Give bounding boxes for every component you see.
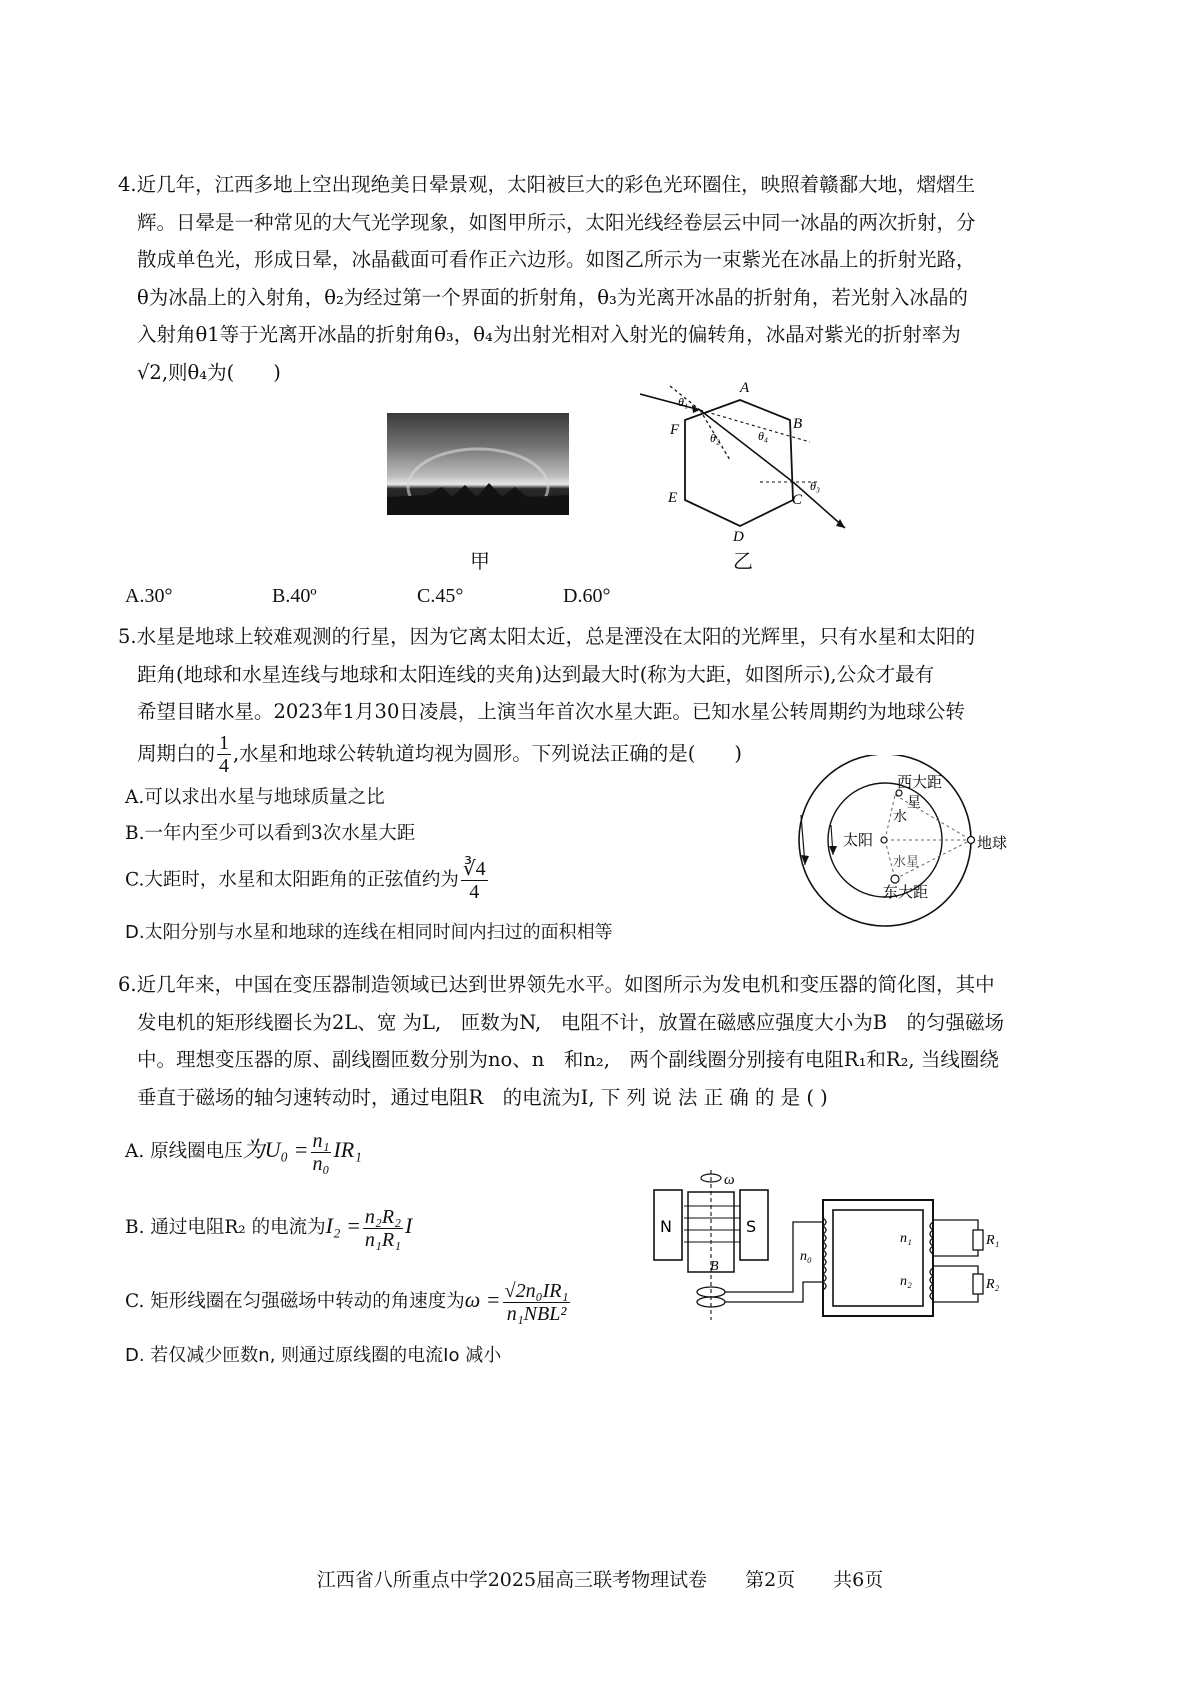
fraction-numerator: n₁: [312, 1129, 330, 1152]
transformer-core-inner: [833, 1210, 923, 1306]
q5-line-4: [137, 732, 742, 777]
q5-line-1: 5.水星是地球上较难观测的行星，因为它离太阳太近，总是湮没在太阳的光辉里，只有水星和太阳的: [118, 625, 976, 648]
q6-line-1: 6.近几年来，中国在变压器制造领域已达到世界领先水平。如图所示为发电机和变压器的简化图，其中: [118, 973, 995, 996]
label-theta4: θ₄: [758, 429, 769, 443]
q6-option-b[interactable]: [125, 1198, 412, 1256]
q4-line-2: 辉。日晕是一种常见的大气光学现象，如图甲所示，太阳光线经卷层云中同一冰晶的两次折射，分: [137, 211, 976, 234]
q4-option-a[interactable]: A.30°: [125, 585, 173, 607]
q6-option-b-tail: I: [405, 1213, 413, 1238]
label-theta3: θ₃: [810, 479, 821, 493]
fraction-numerator: √2n₀IR₁: [504, 1279, 569, 1302]
q6-option-c-text: C. 矩形线圈在匀强磁场中转动的角速度为: [125, 1291, 465, 1312]
q6-option-a-tail: IR₁: [333, 1137, 362, 1162]
label-theta2: θ₂: [710, 431, 721, 445]
q4-line-5: 入射角θ1等于光离开冰晶的折射角θ₃，θ₄为出射光相对入射光的偏转角，冰晶对紫光的折射率为: [137, 323, 961, 346]
label-earth: 地球: [977, 834, 1008, 852]
generator-transformer-diagram: [648, 1170, 1013, 1320]
label-mercury-top-2: 星: [907, 795, 921, 811]
fraction-cube-root-four: [461, 858, 488, 903]
wire-r1-top: [933, 1220, 978, 1230]
q6-option-c-fraction: [503, 1280, 571, 1325]
q6-option-a-lhs: 为U₀ =: [242, 1137, 309, 1162]
q5-line-4-post: ,水星和地球公转轨道均视为圆形。下列说法正确的是( ): [233, 742, 742, 765]
q4-line-6: √2,则θ₄为( ): [137, 361, 281, 384]
resistor-r2: [973, 1274, 983, 1294]
label-mercury-bottom: 水星: [893, 855, 920, 870]
label-E: E: [668, 490, 678, 506]
sun-marker: [881, 837, 887, 843]
q5-option-c[interactable]: [125, 858, 490, 903]
q6-option-b-text: B. 通过电阻R₂ 的电流为: [125, 1217, 326, 1238]
label-sun: 太阳: [843, 831, 874, 849]
transformer-core-outer: [823, 1200, 933, 1316]
label-B: B: [793, 416, 803, 432]
q5-line-3: 希望目睹水星。2023年1月30日凌晨，上演当年首次水星大距。已知水星公转周期约为地球公转: [137, 700, 965, 723]
resistor-r1: [973, 1230, 983, 1250]
fraction-denominator: 4: [219, 755, 230, 777]
label-B: B: [710, 1259, 719, 1274]
fraction-numerator: ∛4: [462, 858, 486, 880]
q5-option-a[interactable]: A.可以求出水星与地球质量之比: [125, 787, 385, 808]
label-N: N: [660, 1217, 672, 1236]
mountain-silhouette: [387, 413, 569, 515]
incident-ray: [640, 394, 700, 410]
fig-jia-caption: 甲: [470, 549, 490, 573]
earth-marker: [968, 837, 975, 844]
q4-option-d[interactable]: D.60°: [563, 585, 611, 607]
fig-yi-caption: 乙: [733, 549, 753, 573]
label-R2: R₂: [986, 1277, 1000, 1292]
q6-option-c[interactable]: [125, 1270, 572, 1332]
label-theta1: θ₁: [678, 395, 689, 409]
q6-line-4: 垂直于磁场的轴匀速转动时，通过电阻R 的电流为I, 下 列 说 法 正 确 的 是 ( ): [137, 1086, 828, 1109]
fraction-one-quarter: [217, 732, 231, 777]
q4-line-4: θ为冰晶上的入射角，θ₂为经过第一个界面的折射角，θ₃为光离开冰晶的折射角，若光射入冰晶的: [137, 286, 968, 309]
fraction-denominator: n₁R₁: [364, 1228, 402, 1251]
q4-option-c[interactable]: C.45°: [417, 585, 464, 607]
label-n2: n₂: [900, 1274, 912, 1289]
q6-line-2: 发电机的矩形线圈长为2L、宽 为L, 匝数为N, 电阻不计，放置在磁感应强度大小为B 的匀强磁场: [137, 1011, 1005, 1034]
wire-r2-top: [933, 1266, 978, 1274]
q5-option-c-text: C.大距时，水星和太阳距角的正弦值约为: [125, 869, 459, 891]
label-S: S: [746, 1217, 757, 1236]
q4-line-3: 散成单色光，形成日晕，冰晶截面可看作正六边形。如图乙所示为一束紫光在冰晶上的折射光路，: [137, 248, 976, 271]
q6-option-a[interactable]: [125, 1122, 362, 1180]
wire-r2-bottom: [933, 1294, 978, 1302]
mercury-east-marker: [891, 875, 899, 883]
q5-line-2: 距角(地球和水星连线与地球和太阳连线的夹角)达到最大时(称为大距，如图所示),公众才最有: [137, 663, 935, 686]
fraction-denominator: n₁NBL²: [506, 1302, 567, 1325]
fraction-numerator: 1: [219, 732, 230, 754]
label-omega: ω: [724, 1172, 735, 1188]
hexagon-crystal: [685, 400, 793, 526]
q6-option-b-fraction: [363, 1206, 403, 1251]
label-R1: R₁: [986, 1233, 1000, 1248]
q6-option-a-fraction: [311, 1130, 332, 1175]
label-west-elongation: 西大距: [897, 773, 943, 791]
label-D: D: [733, 529, 744, 545]
q5-line-4-pre: 周期白的: [137, 742, 216, 765]
q6-option-c-lhs: ω =: [464, 1287, 501, 1312]
label-east-elongation: 东大距: [883, 883, 929, 901]
label-A: A: [740, 380, 750, 396]
fraction-numerator: n₂R₂: [364, 1205, 402, 1228]
q6-option-a-text: A. 原线圈电压: [125, 1141, 243, 1162]
label-F: F: [670, 422, 680, 438]
label-n1: n₁: [900, 1231, 912, 1246]
q6-option-b-lhs: I₂ =: [325, 1213, 361, 1238]
orbit-diagram: [785, 755, 1040, 930]
hexagon-refraction-diagram: [640, 378, 860, 548]
q4-option-b[interactable]: B.40º: [272, 585, 317, 607]
label-n0: n₀: [800, 1249, 812, 1264]
fraction-denominator: n₀: [312, 1152, 330, 1175]
internal-ray: [700, 410, 793, 482]
page-footer: 江西省八所重点中学2025届高三联考物理试卷 第2页 共6页: [316, 1569, 884, 1591]
q5-option-d[interactable]: D.太阳分别与水星和地球的连线在相同时间内扫过的面积相等: [125, 922, 613, 943]
label-C: C: [792, 492, 803, 508]
q4-line-1: 4.近几年，江西多地上空出现绝美日晕景观，太阳被巨大的彩色光环圈住，映照着赣鄱大地，熠熠生: [118, 173, 976, 196]
q6-option-d[interactable]: D. 若仅减少匝数n, 则通过原线圈的电流Io 减小: [125, 1345, 502, 1366]
fraction-denominator: 4: [469, 881, 480, 903]
label-mercury-top-1: 水: [893, 809, 907, 825]
q6-line-3: 中。理想变压器的原、副线圈匝数分别为no、n 和n₂, 两个副线圈分别接有电阻R₁和R₂, 当线圈绕: [137, 1048, 999, 1071]
halo-photo: [387, 413, 569, 515]
q5-option-b[interactable]: B.一年内至少可以看到3次水星大距: [125, 823, 416, 844]
wire-r1-bottom: [933, 1250, 978, 1256]
